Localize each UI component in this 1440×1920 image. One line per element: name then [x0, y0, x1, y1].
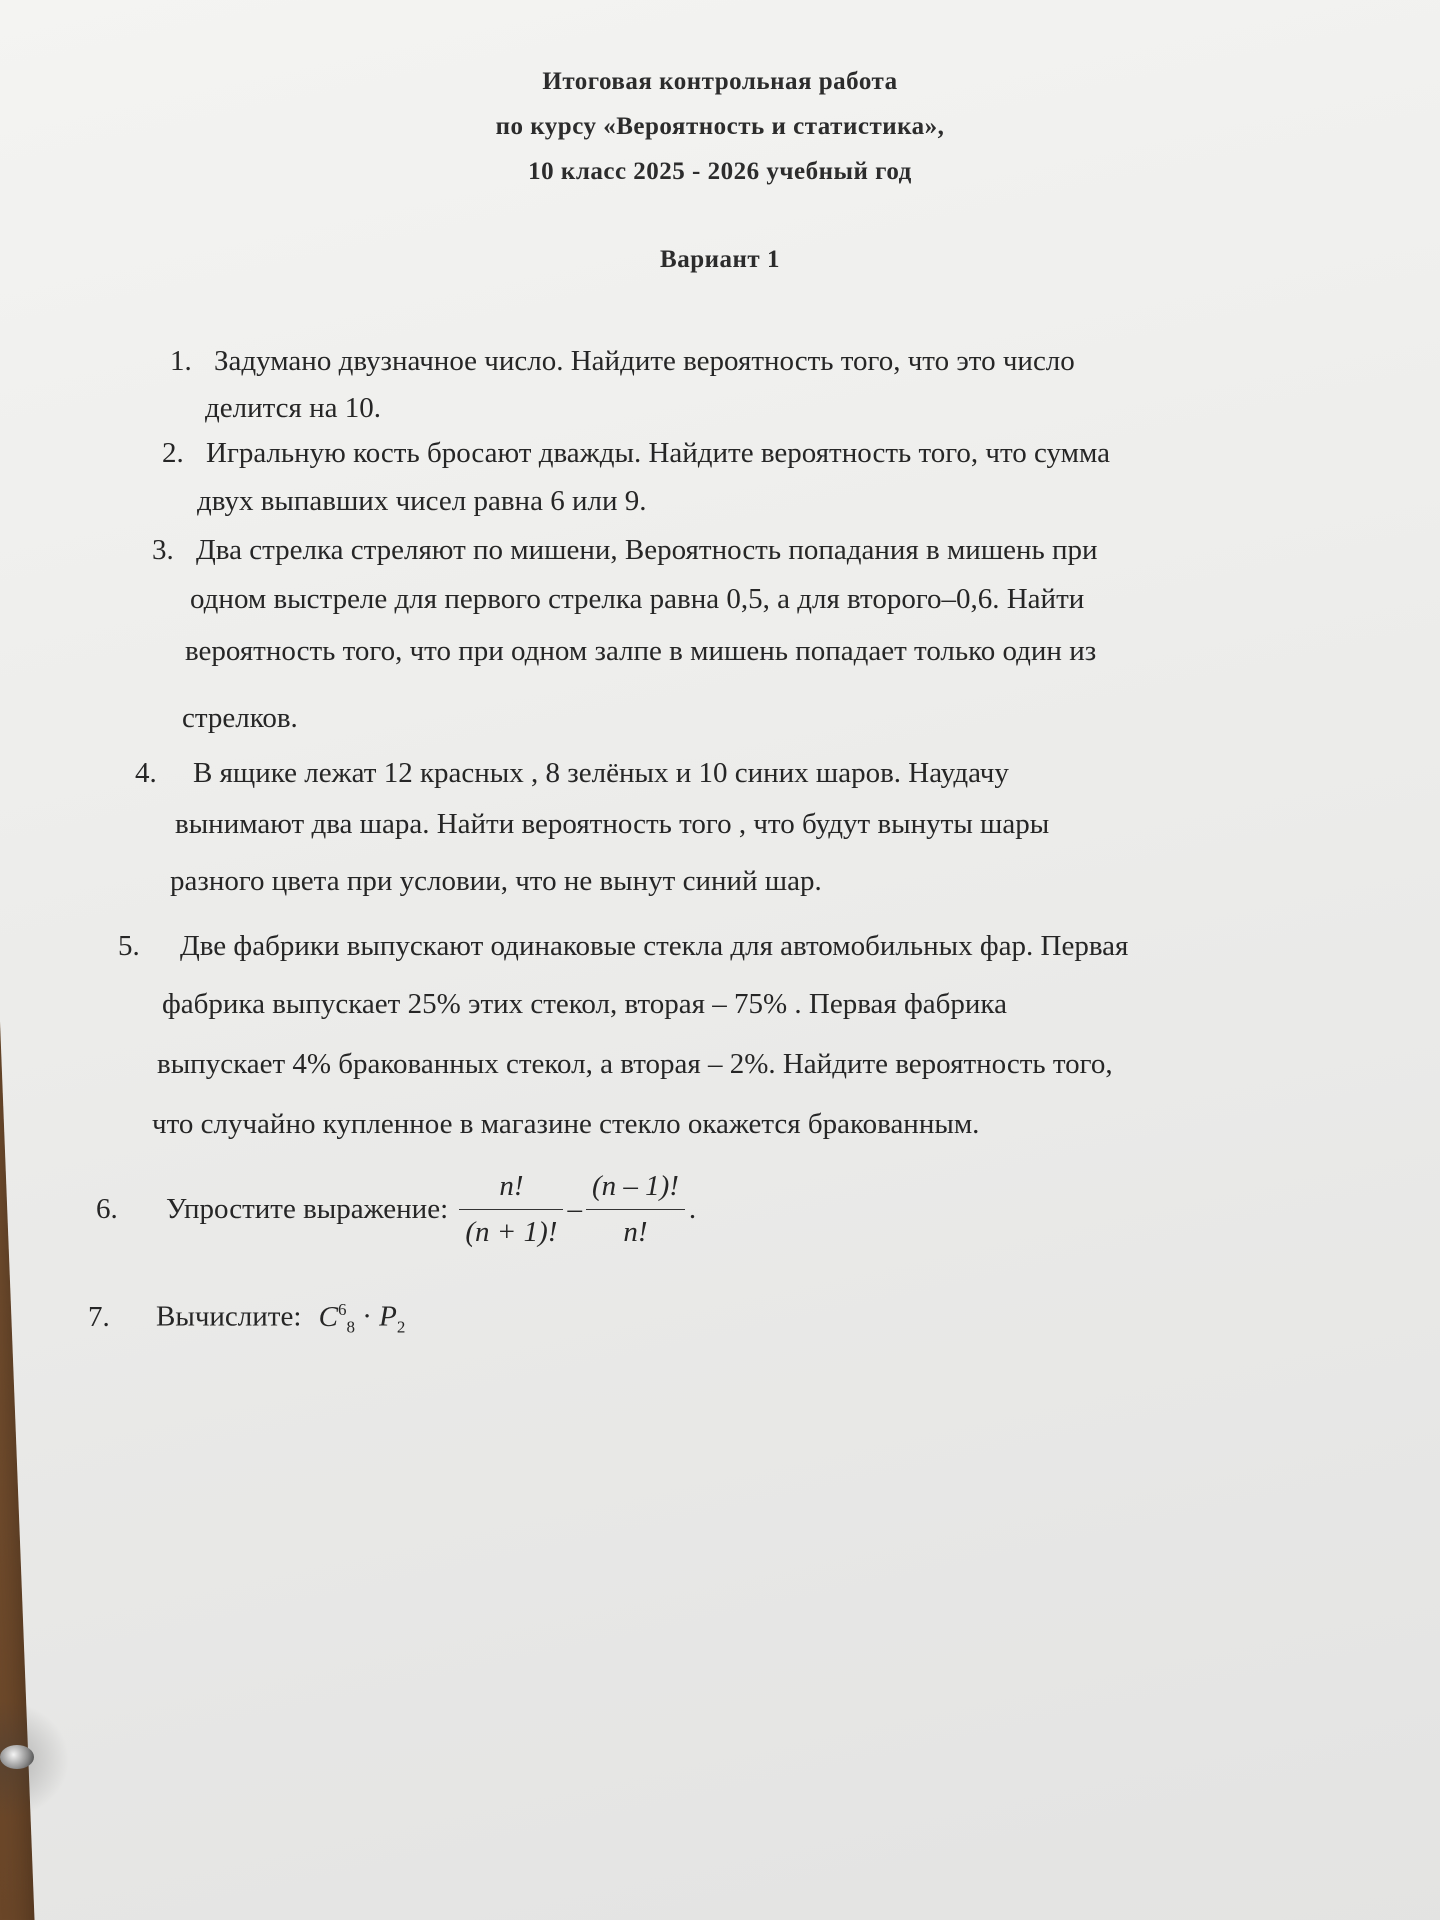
task-label: Вычислите: [156, 1300, 302, 1333]
title-line-2: по курсу «Вероятность и статистика», [495, 113, 945, 140]
task-3-line-2: одном выстреле для первого стрелка равна 0,5, а для второго–0,6. Найти [190, 583, 1085, 615]
task-3-line-3: вероятность того, что при одном залпе в мишень попадает только один из [185, 635, 1097, 667]
task-text: Задумано двузначное число. Найдите вероятность того, что это число [214, 345, 1075, 377]
task-2-line-2: двух выпавших чисел равна 6 или 9. [197, 485, 647, 517]
task-text: В ящике лежат 12 красных , 8 зелёных и 10 синих шаров. Наудачу [193, 757, 1009, 789]
task-3-line-4: стрелков. [182, 702, 298, 734]
binder-ring-icon [0, 1745, 34, 1769]
task-text: Два стрелка стреляют по мишени, Вероятность попадания в мишень при [196, 534, 1098, 566]
task-number: 1. [170, 345, 192, 377]
task-number: 4. [135, 757, 157, 789]
title-line-3: 10 класс 2025 - 2026 учебный год [528, 158, 912, 185]
task-text: Игральную кость бросают дважды. Найдите вероятность того, что сумма [206, 437, 1111, 469]
task-1-line-1 [170, 333, 1075, 389]
title-line-1: Итоговая контрольная работа [542, 68, 898, 95]
task-4-line-3: разного цвета при условии, что не вынут синий шар. [170, 865, 822, 897]
combination-sup: 6 [338, 1300, 347, 1319]
task-text: Две фабрики выпускают одинаковые стекла для автомобильных фар. Первая [180, 930, 1129, 962]
task-6 [96, 1170, 696, 1249]
fraction-1 [459, 1170, 563, 1249]
task-2-line-1 [162, 425, 1110, 481]
task-number: 5. [118, 930, 140, 962]
permutation-symbol: P [379, 1300, 397, 1333]
task-7 [88, 1300, 405, 1337]
multiply-dot: · [362, 1300, 372, 1333]
task-5-line-1 [118, 918, 1128, 974]
task-number: 3. [152, 534, 174, 566]
task-1-line-2: делится на 10. [205, 392, 381, 424]
permutation-sub: 2 [396, 1317, 406, 1337]
variant-title: Вариант 1 [660, 246, 780, 273]
task-5-line-3: выпускает 4% бракованных стекол, а вторая – 2%. Найдите вероятность того, [157, 1048, 1113, 1080]
combination-symbol: C [318, 1300, 338, 1333]
fraction-2 [586, 1170, 685, 1249]
minus-sign: – [567, 1193, 582, 1225]
combination-sub: 8 [346, 1317, 355, 1337]
task-4-line-2: вынимают два шара. Найти вероятность того , что будут вынуты шары [175, 808, 1050, 840]
period: . [688, 1193, 697, 1225]
fraction-2-denominator: n! [623, 1216, 648, 1248]
fraction-2-numerator: (n – 1)! [586, 1170, 685, 1210]
task-number: 6. [96, 1193, 118, 1225]
fraction-1-denominator: (n + 1)! [465, 1216, 558, 1248]
task-label: Упростите выражение: [166, 1193, 449, 1225]
fraction-1-numerator: n! [459, 1170, 563, 1210]
task-number: 7. [88, 1300, 110, 1333]
task-3-line-1 [152, 522, 1098, 578]
task-5-line-4: что случайно купленное в магазине стекло окажется бракованным. [152, 1108, 980, 1140]
task-4-line-1 [135, 745, 1009, 801]
task-number: 2. [162, 437, 184, 469]
task-5-line-2: фабрика выпускает 25% этих стекол, вторая – 75% . Первая фабрика [162, 988, 1007, 1020]
